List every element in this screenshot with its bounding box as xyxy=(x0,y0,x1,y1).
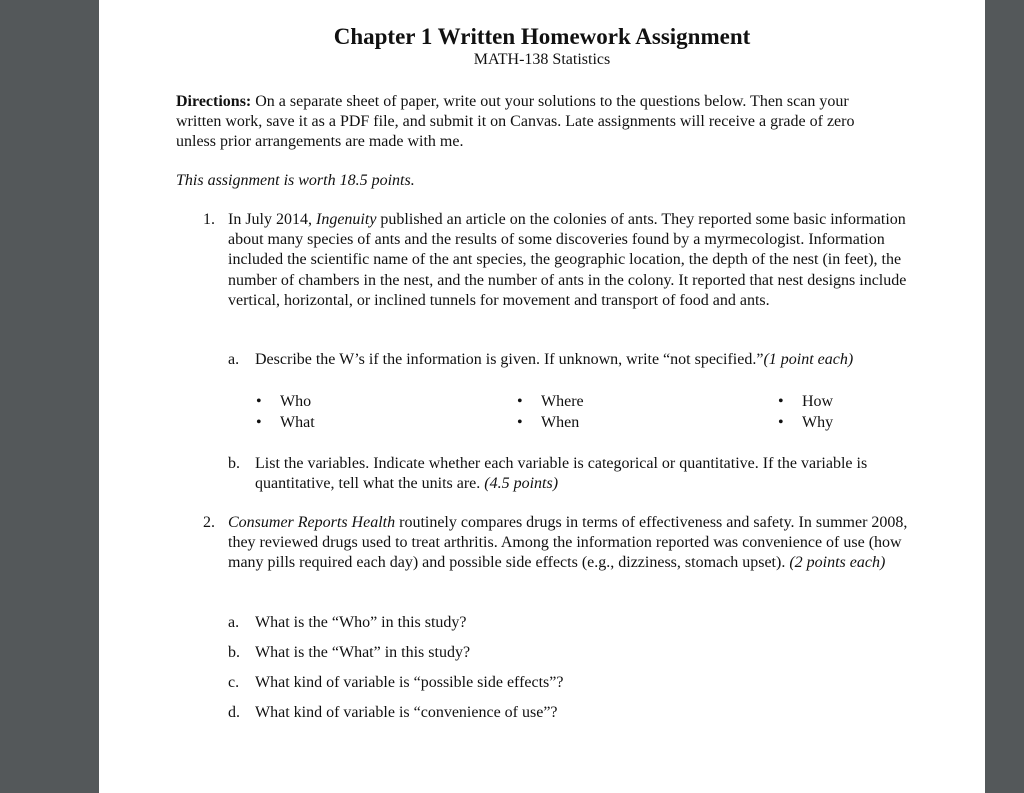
q1a-label: a. xyxy=(228,351,240,368)
q2c-label: c. xyxy=(228,674,240,691)
q2-source: Consumer Reports Health xyxy=(228,514,396,531)
q1b-label: b. xyxy=(228,455,240,472)
bullet-when-text: When xyxy=(541,414,580,431)
q1b-question: List the variables. Indicate whether each variable is categorical or quantitative. If the variable is quantitative, tell what the units are. xyxy=(255,455,868,492)
bullet-what-text: What xyxy=(280,414,315,431)
page-title: Chapter 1 Written Homework Assignment xyxy=(333,24,751,49)
bullet-dot: • xyxy=(778,393,784,410)
q1b-text xyxy=(255,454,915,494)
bullet-dot: • xyxy=(517,414,523,431)
directions-text: On a separate sheet of paper, write out your solutions to the questions below. Then scan your written work, save it as a PDF file, and submit it on Canvas. Late assignments will receive a grade of zero unless prior arrangements are made with me. xyxy=(176,93,855,151)
q1a-question: Describe the W’s if the information is given. If unknown, write “not specified.” xyxy=(255,351,764,368)
bullet-dot: • xyxy=(256,414,262,431)
q1a-points: (1 point each) xyxy=(763,351,854,368)
q1b-points: (4.5 points) xyxy=(484,475,559,492)
q2-text xyxy=(228,513,918,574)
bullet-how-text: How xyxy=(802,393,834,410)
bullet-dot: • xyxy=(256,393,262,410)
q2c-text: What kind of variable is “possible side effects”? xyxy=(255,674,564,691)
q2a-text: What is the “Who” in this study? xyxy=(255,614,467,631)
q1-number: 1. xyxy=(203,211,215,228)
q2d-text: What kind of variable is “convenience of use”? xyxy=(255,704,558,721)
q2d-label: d. xyxy=(228,704,240,721)
q2a-label: a. xyxy=(228,614,240,631)
bullet-dot: • xyxy=(778,414,784,431)
bullet-where-text: Where xyxy=(541,393,584,410)
bullet-who-text: Who xyxy=(280,393,312,410)
points-worth-note: This assignment is worth 18.5 points. xyxy=(176,172,415,189)
bullet-why-text: Why xyxy=(802,414,834,431)
bullet-dot: • xyxy=(517,393,523,410)
directions-label: Directions: xyxy=(176,93,252,110)
q2b-text: What is the “What” in this study? xyxy=(255,644,471,661)
document-page xyxy=(99,0,985,793)
q1-body: published an article on the colonies of ants. They reported some basic information about many species of ants and the results of some discoveries found by a myrmecologist. Information included the scientific name of the ant species, the geographic location, the depth of the nest (in feet), the number of chambers in the nest, and the number of ants in the colony. It reported that nest designs include vertical, horizontal, or inclined tunnels for movement and transport of food and ants. xyxy=(228,211,907,309)
q1-text xyxy=(228,210,918,311)
q2b-label: b. xyxy=(228,644,240,661)
q2-points: (2 points each) xyxy=(789,554,886,572)
q1a-text xyxy=(255,350,853,370)
course-subtitle: MATH-138 Statistics xyxy=(473,51,611,68)
q2-number: 2. xyxy=(203,514,215,531)
q1-pre: In July 2014, xyxy=(228,211,316,228)
directions-paragraph xyxy=(176,92,896,153)
q1-source: Ingenuity xyxy=(316,211,377,228)
q2-body: routinely compares drugs in terms of effectiveness and safety. In summer 2008, they reviewed drugs used to treat arthritis. Among the information reported was convenience of use (how many pills required each day) and possible side effects (e.g., dizziness, stomach upset). xyxy=(228,514,908,572)
